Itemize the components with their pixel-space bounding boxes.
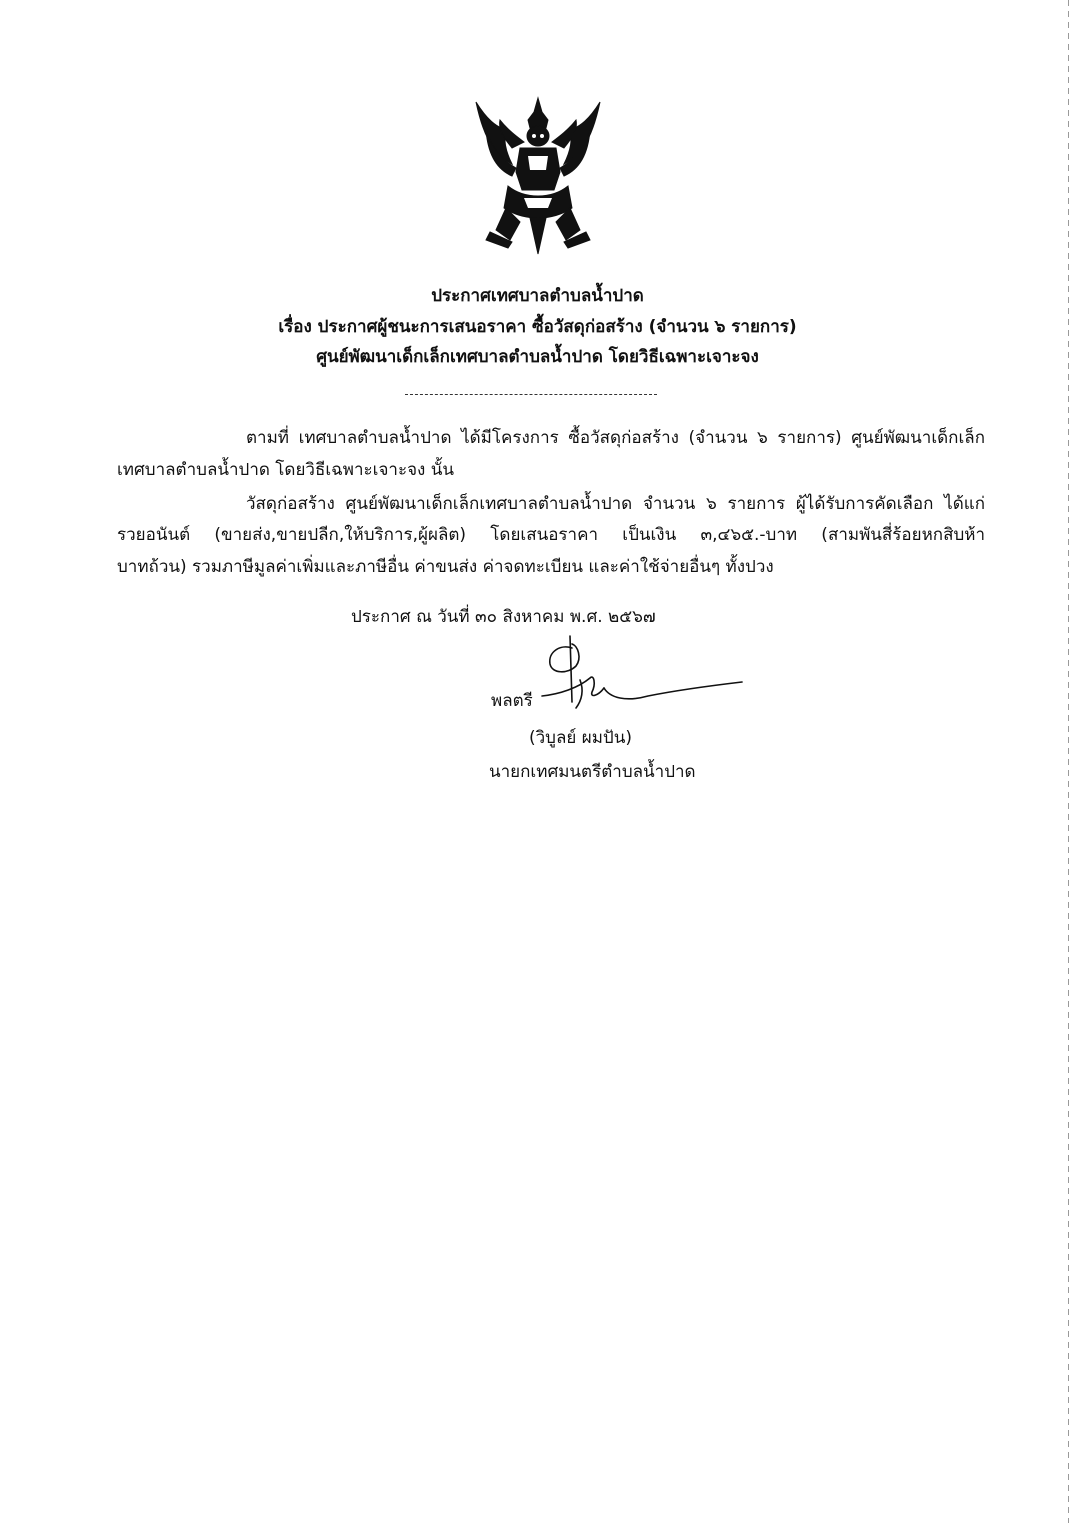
- paragraph-1-line-1: ตามที่ เทศบาลตำบลน้ำปาด ได้มีโครงการ ซื้อวัสดุก่อสร้าง (จำนวน ๖ รายการ) ศูนย์พัฒนาเด็กเล็ก: [246, 428, 985, 448]
- page-edge-line: [1068, 0, 1069, 1523]
- title-divider: [405, 394, 657, 395]
- paragraph-2-line-3: บาทถ้วน) รวมภาษีมูลค่าเพิ่มและภาษีอื่น ค่าขนส่ง ค่าจดทะเบียน และค่าใช้จ่ายอื่นๆ ทั้งปวง: [117, 557, 774, 577]
- paragraph-2-line-1: วัสดุก่อสร้าง ศูนย์พัฒนาเด็กเล็กเทศบาลตำบลน้ำปาด จำนวน ๖ รายการ ผู้ได้รับการคัดเลือก ได้แก่: [246, 494, 985, 514]
- signer-rank: พลตรี: [491, 691, 533, 711]
- announcement-subtitle: ศูนย์พัฒนาเด็กเล็กเทศบาลตำบลน้ำปาด โดยวิธีเฉพาะเจาะจง: [316, 347, 759, 367]
- garuda-emblem-icon: [468, 90, 608, 260]
- announcement-title: ประกาศเทศบาลตำบลน้ำปาด: [431, 286, 644, 306]
- paragraph-2-line-2: รวยอนันต์ (ขายส่ง,ขายปลีก,ให้บริการ,ผู้ผลิต) โดยเสนอราคา เป็นเงิน ๓,๔๖๕.-บาท (สามพันสี่ร้อยหกสิบห้า: [117, 525, 985, 545]
- signer-position: นายกเทศมนตรีตำบลน้ำปาด: [489, 762, 696, 782]
- signer-name: (วิบูลย์ ผมปัน): [529, 728, 632, 748]
- handwritten-signature: [538, 630, 748, 720]
- announcement-date: ประกาศ ณ วันที่ ๓๐ สิงหาคม พ.ศ. ๒๕๖๗: [351, 607, 656, 627]
- paragraph-1-line-2: เทศบาลตำบลน้ำปาด โดยวิธีเฉพาะเจาะจง นั้น: [117, 460, 454, 480]
- announcement-subject: เรื่อง ประกาศผู้ชนะการเสนอราคา ซื้อวัสดุก่อสร้าง (จำนวน ๖ รายการ): [278, 317, 797, 337]
